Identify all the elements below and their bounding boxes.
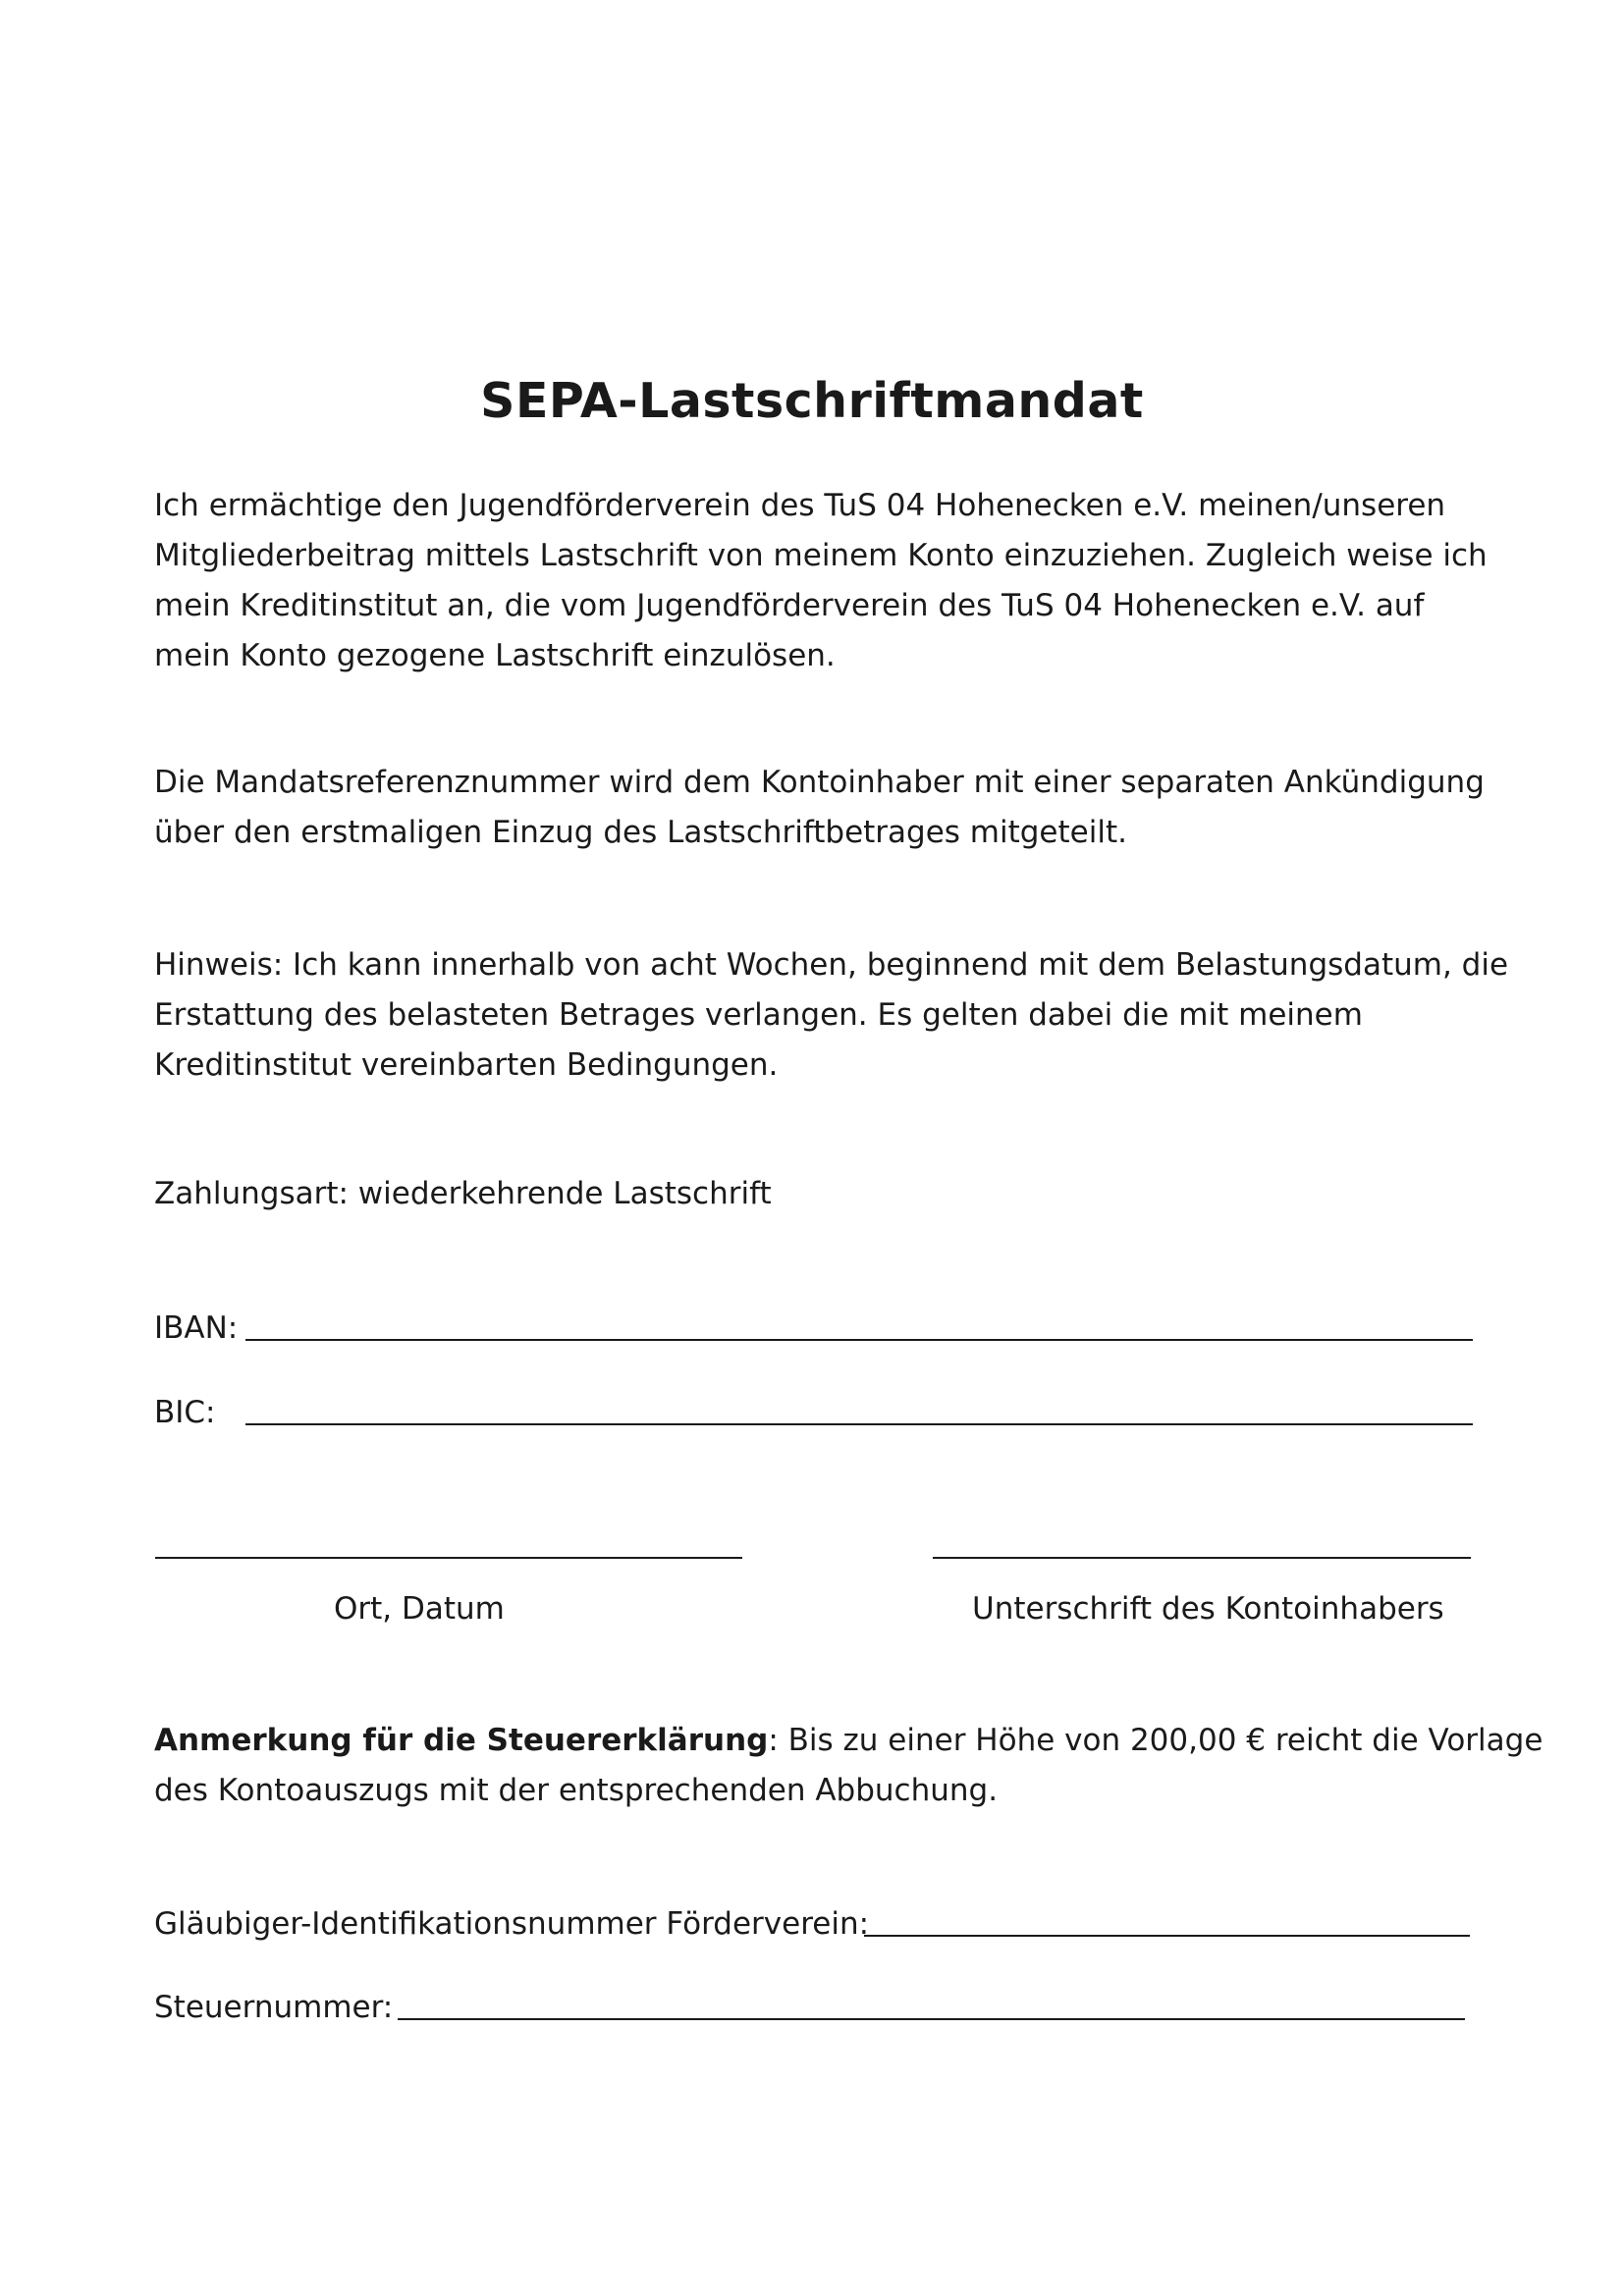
bic-input-line[interactable]: [245, 1423, 1473, 1425]
iban-input-line[interactable]: [245, 1339, 1473, 1341]
paragraph-line: Mitgliederbeitrag mittels Lastschrift von meinem Konto einzuziehen. Zugleich weise ich: [154, 538, 1488, 573]
bic-label: BIC:: [154, 1395, 216, 1430]
place-date-line[interactable]: [155, 1557, 742, 1559]
iban-label: IBAN:: [154, 1310, 239, 1346]
mandate-reference-paragraph: [154, 758, 1489, 858]
creditor-id-label: Gläubiger-Identifikationsnummer Förderverein:: [154, 1906, 870, 1942]
authorization-paragraph: [154, 481, 1489, 681]
paragraph-line: Ich ermächtige den Jugendförderverein des TuS 04 Hohenecken e.V. meinen/unseren: [154, 488, 1446, 523]
signature-line[interactable]: [933, 1557, 1471, 1559]
tax-number-label: Steuernummer:: [154, 1990, 394, 2025]
paragraph-line: Kreditinstitut vereinbarten Bedingungen.: [154, 1047, 779, 1083]
place-date-label: Ort, Datum: [334, 1591, 505, 1627]
refund-notice-paragraph: [154, 940, 1509, 1091]
paragraph-line: des Kontoauszugs mit der entsprechenden Abbuchung.: [154, 1773, 999, 1808]
paragraph-line: Die Mandatsreferenznummer wird dem Kontoinhaber mit einer separaten Ankündigung: [154, 765, 1485, 800]
payment-type-text: Zahlungsart: wiederkehrende Lastschrift: [154, 1176, 772, 1211]
paragraph-line: Erstattung des belasteten Betrages verlangen. Es gelten dabei die mit meinem: [154, 997, 1363, 1033]
creditor-id-input-line[interactable]: [864, 1935, 1470, 1937]
paragraph-line: Hinweis: Ich kann innerhalb von acht Wochen, beginnend mit dem Belastungsdatum, die: [154, 947, 1509, 983]
paragraph-line: über den erstmaligen Einzug des Lastschriftbetrages mitgeteilt.: [154, 815, 1127, 850]
tax-note-heading: Anmerkung für die Steuererklärung: [154, 1723, 769, 1758]
tax-note-paragraph: [154, 1716, 1543, 1816]
document-title: SEPA-Lastschriftmandat: [480, 373, 1144, 429]
paragraph-line: mein Konto gezogene Lastschrift einzulösen.: [154, 638, 836, 673]
tax-number-input-line[interactable]: [398, 2018, 1465, 2020]
paragraph-line: [154, 1716, 1543, 1766]
signature-label: Unterschrift des Kontoinhabers: [972, 1591, 1444, 1627]
paragraph-line: mein Kreditinstitut an, die vom Jugendförderverein des TuS 04 Hohenecken e.V. auf: [154, 588, 1425, 623]
tax-note-text: : Bis zu einer Höhe von 200,00 € reicht die Vorlage: [768, 1723, 1543, 1758]
